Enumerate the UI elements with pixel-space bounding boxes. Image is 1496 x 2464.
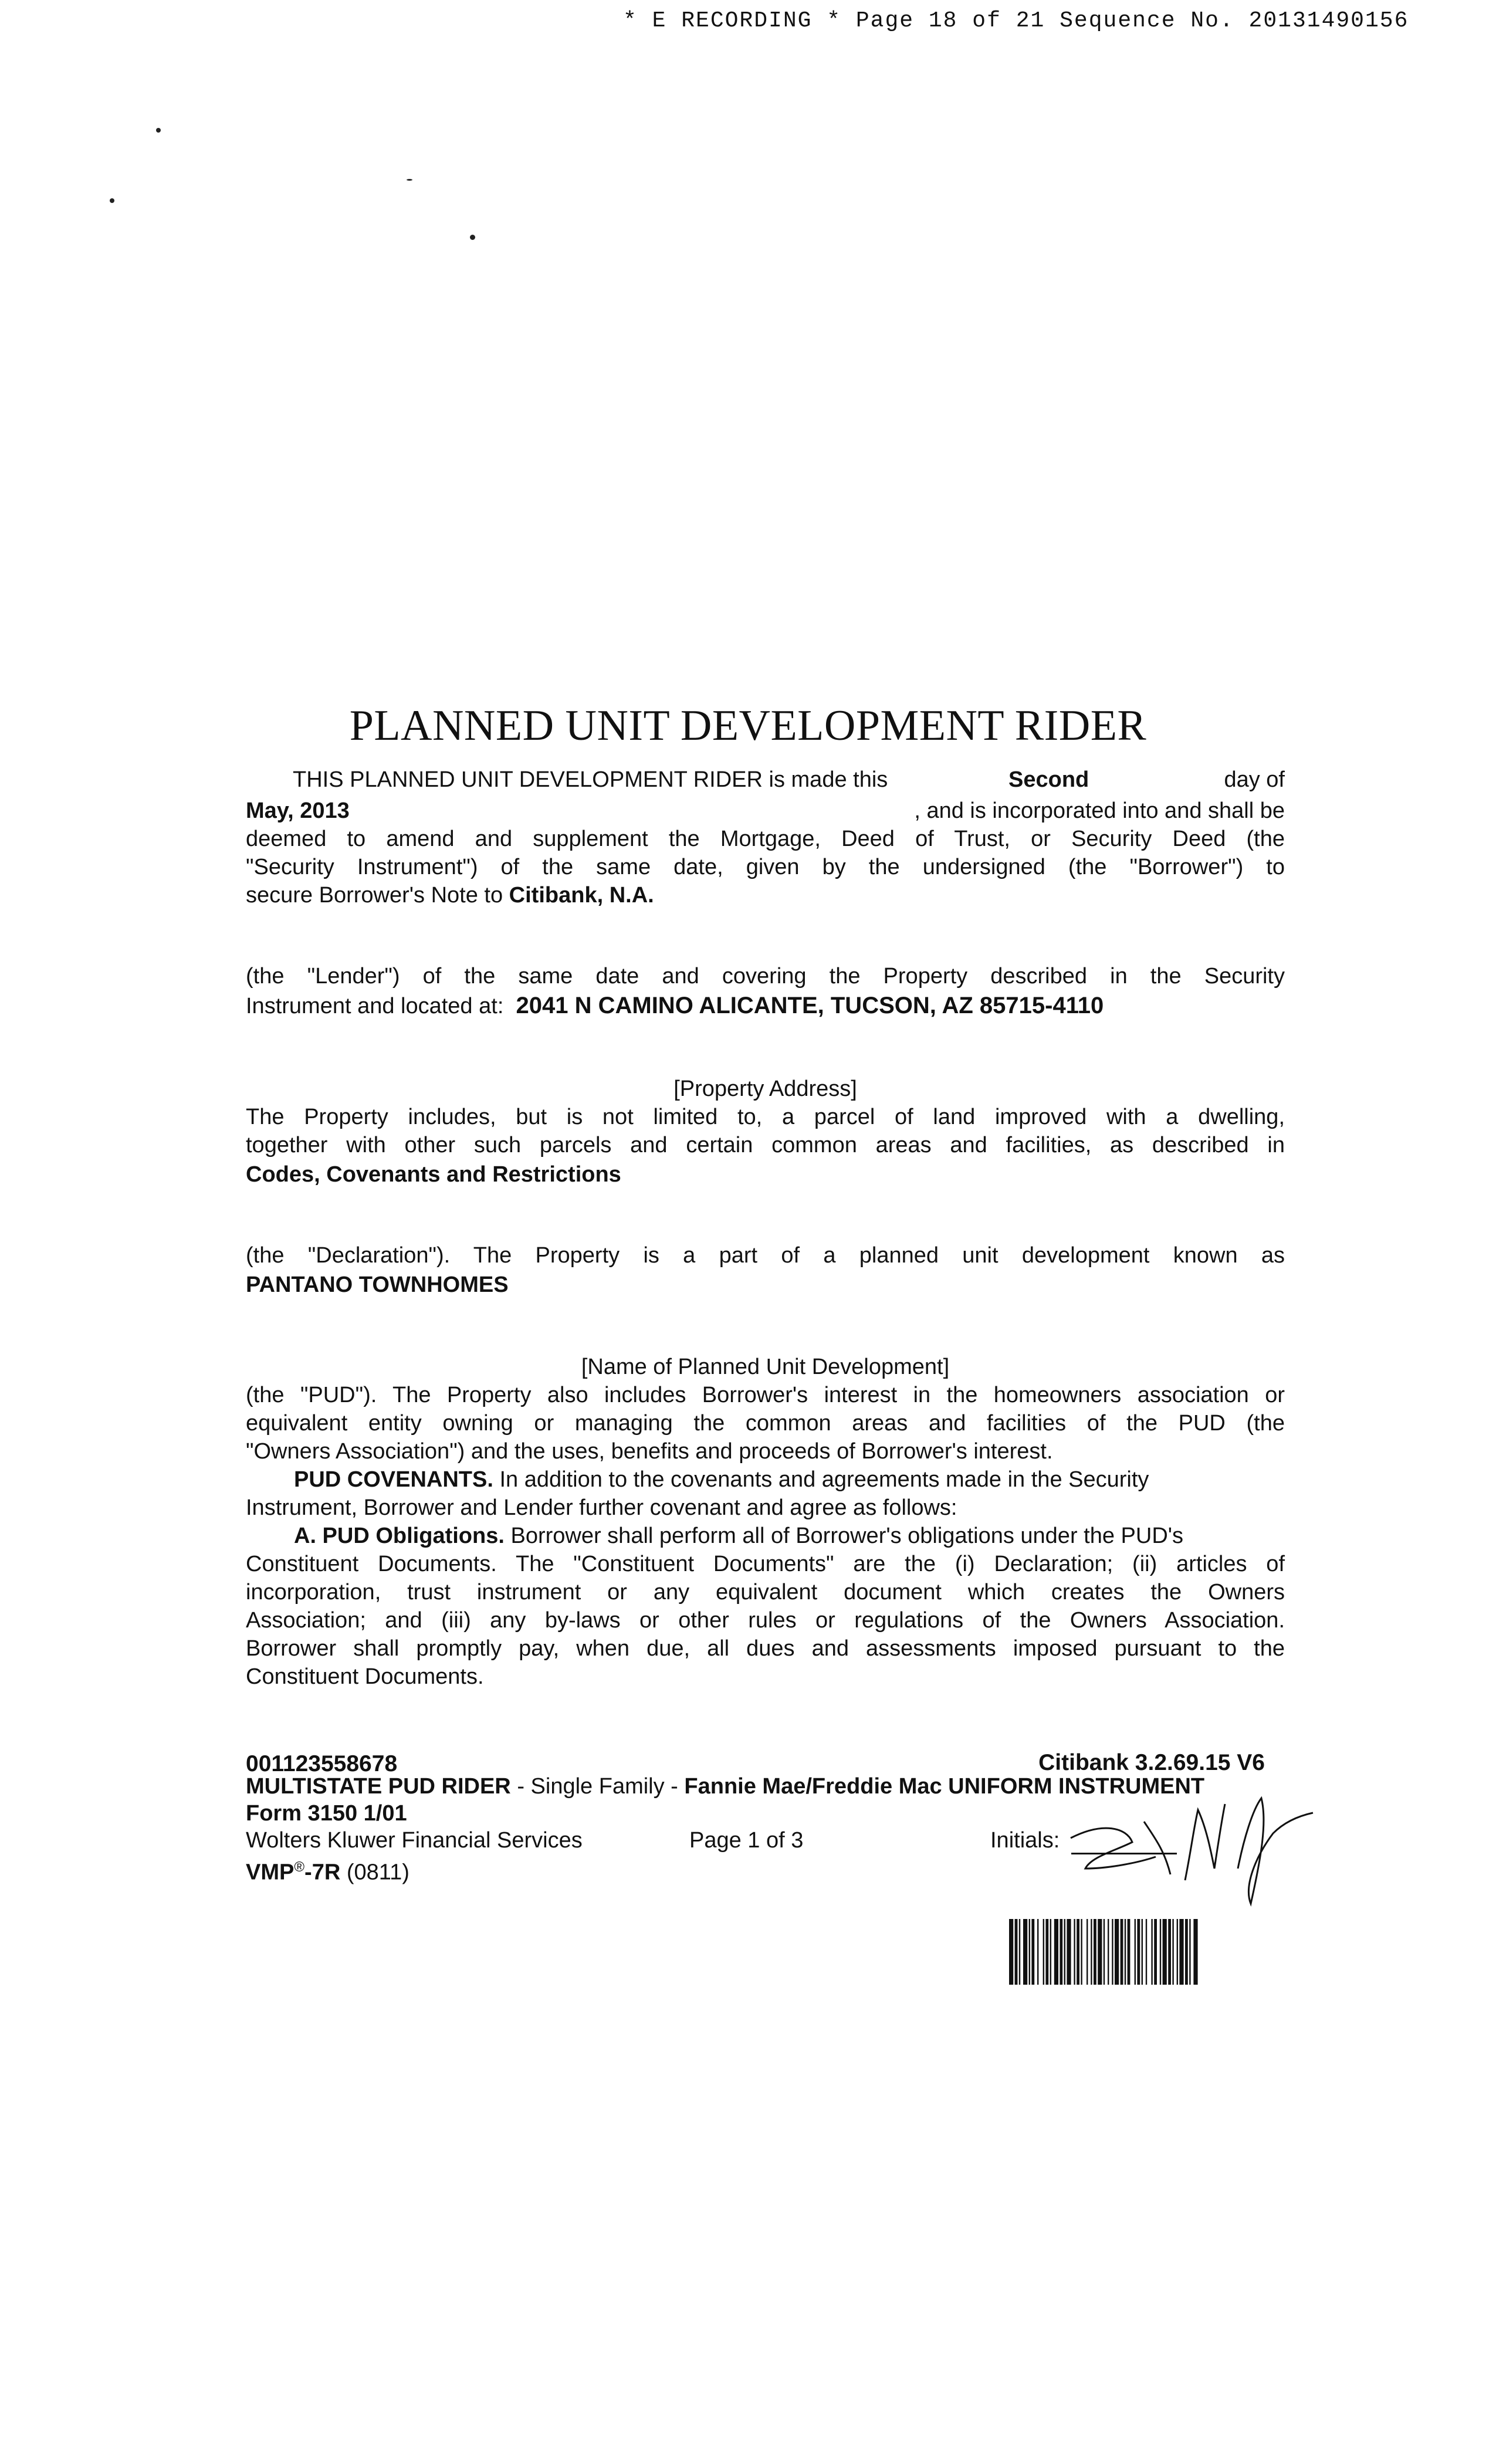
section-a-line-3: incorporation, trust instrument or any equivalent document which creates the Owners	[246, 1580, 1285, 1605]
vmp-code: -7R	[304, 1860, 341, 1885]
vmp-revision: (0811)	[346, 1860, 409, 1885]
vmp-code-line	[246, 1854, 409, 1886]
barcode-bar	[1091, 1919, 1092, 1985]
uniform-instrument-text: Fannie Mae/Freddie Mac UNIFORM INSTRUMENT	[684, 1774, 1205, 1799]
lender-line-1: (the "Lender") of the same date and covering the Property described in the Security	[246, 964, 1285, 989]
scan-speck	[470, 235, 475, 240]
intro-line-3: deemed to amend and supplement the Mortgage, Deed of Trust, or Security Deed (the	[246, 827, 1285, 851]
barcode-bar	[1168, 1919, 1171, 1985]
barcode-bar	[1151, 1919, 1152, 1985]
day-of-text: day of	[1224, 767, 1285, 792]
declaration-line-1: (the "Declaration"). The Property is a part of a planned unit development known as	[246, 1243, 1285, 1268]
barcode-bar	[1121, 1919, 1123, 1985]
registered-mark: ®	[294, 1859, 305, 1875]
form-title-line	[246, 1773, 1204, 1800]
barcode-bar	[1015, 1919, 1018, 1985]
barcode-bar	[1177, 1919, 1178, 1985]
covenants-line-2: Instrument, Borrower and Lender further covenant and agree as follows:	[246, 1495, 957, 1520]
section-a-line-5: Borrower shall promptly pay, when due, all dues and assessments imposed pursuant to the	[246, 1636, 1285, 1661]
intro-lead: THIS PLANNED UNIT DEVELOPMENT RIDER is made this	[293, 767, 888, 792]
property-address-label: [Property Address]	[673, 1077, 857, 1101]
section-a-line-1	[246, 1522, 1285, 1550]
recording-header: * E RECORDING * Page 18 of 21 Sequence No. 20131490156	[623, 8, 1409, 33]
form-version: Citibank 3.2.69.15 V6	[1038, 1750, 1265, 1775]
section-a-line-4: Association; and (iii) any by-laws or other rules or regulations of the Owners Association.	[246, 1608, 1285, 1633]
barcode-bar	[1050, 1919, 1051, 1985]
section-a-line-2: Constituent Documents. The "Constituent Documents" are the (i) Declaration; (ii) articles of	[246, 1552, 1285, 1576]
loan-number: 001123558678	[246, 1751, 398, 1776]
barcode-bar	[1160, 1919, 1161, 1985]
barcode-bar	[1185, 1919, 1188, 1985]
barcode-bar	[1104, 1919, 1105, 1985]
barcode-bar	[1054, 1919, 1058, 1985]
barcode-bar	[1087, 1919, 1088, 1985]
incorporated-text: , and is incorporated into and shall be	[914, 798, 1285, 823]
barcode-bar	[1060, 1919, 1062, 1985]
pud-line-1: (the "PUD"). The Property also includes Borrower's interest in the homeowners association or	[246, 1383, 1285, 1407]
barcode-bar	[1023, 1919, 1027, 1985]
barcode-bar	[1098, 1919, 1102, 1985]
intro-line-4: "Security Instrument") of the same date, given by the undersigned (the "Borrower") to	[246, 855, 1285, 879]
lender-name: Citibank, N.A.	[509, 883, 654, 908]
pud-name: PANTANO TOWNHOMES	[246, 1272, 509, 1297]
property-address: 2041 N CAMINO ALICANTE, TUCSON, AZ 85715-4110	[516, 993, 1104, 1018]
barcode-bar	[1189, 1919, 1190, 1985]
handwritten-initials-signature	[1068, 1786, 1314, 1910]
barcode-bar	[1074, 1919, 1075, 1985]
barcode-bar	[1135, 1919, 1136, 1985]
property-line-1: The Property includes, but is not limited to, a parcel of land improved with a dwelling,	[246, 1105, 1285, 1129]
barcode-bar	[1064, 1919, 1065, 1985]
barcode-bar	[1193, 1919, 1197, 1985]
barcode-bar	[1146, 1919, 1147, 1985]
rider-day: Second	[1008, 767, 1089, 792]
barcode-bar	[1081, 1919, 1082, 1985]
barcode-bar	[1045, 1919, 1048, 1985]
pud-line-2: equivalent entity owning or managing the common areas and facilities of the PUD (the	[246, 1411, 1285, 1436]
barcode-bar	[1142, 1919, 1143, 1985]
barcode-bar	[1067, 1919, 1071, 1985]
covenants-intro: In addition to the covenants and agreements made in the Security	[499, 1467, 1149, 1492]
barcode-bar	[1112, 1919, 1113, 1985]
barcode-bar	[1172, 1919, 1173, 1985]
publisher: Wolters Kluwer Financial Services	[246, 1828, 583, 1853]
scan-speck	[407, 179, 412, 181]
barcode-bar	[1037, 1919, 1038, 1985]
declaration-name: Codes, Covenants and Restrictions	[246, 1162, 621, 1187]
covenants-line-1	[246, 1465, 1285, 1494]
barcode-bar	[1009, 1919, 1013, 1985]
barcode-bar	[1031, 1919, 1034, 1985]
document-title: PLANNED UNIT DEVELOPMENT RIDER	[349, 702, 1147, 750]
initials-label: Initials:	[990, 1828, 1060, 1853]
document-barcode	[1009, 1919, 1282, 1985]
intro-line-5	[246, 881, 1285, 909]
lender-line-2	[246, 991, 1285, 1020]
barcode-bar	[1115, 1919, 1119, 1985]
barcode-bar	[1043, 1919, 1044, 1985]
barcode-bar	[1125, 1919, 1126, 1985]
barcode-bar	[1094, 1919, 1096, 1985]
pud-line-3: "Owners Association") and the uses, benefits and proceeds of Borrower's interest.	[246, 1439, 1053, 1464]
rider-month-year: May, 2013	[246, 798, 350, 823]
barcode-bar	[1179, 1919, 1183, 1985]
barcode-bar	[1077, 1919, 1079, 1985]
form-number: Form 3150 1/01	[246, 1801, 407, 1826]
note-prefix: secure Borrower's Note to	[246, 883, 503, 908]
pud-name-label: [Name of Planned Unit Development]	[581, 1355, 950, 1379]
section-a-intro: Borrower shall perform all of Borrower's obligations under the PUD's	[510, 1524, 1184, 1548]
property-line-2: together with other such parcels and certain common areas and facilities, as described in	[246, 1133, 1285, 1157]
barcode-bar	[1154, 1919, 1157, 1985]
section-a-line-6: Constituent Documents.	[246, 1664, 484, 1689]
vmp-prefix: VMP	[246, 1860, 295, 1885]
scan-speck	[110, 198, 114, 203]
barcode-bar	[1108, 1919, 1109, 1985]
scan-speck	[156, 128, 161, 133]
section-a-heading: A. PUD Obligations.	[294, 1524, 505, 1548]
located-at-prefix: Instrument and located at:	[246, 994, 504, 1018]
barcode-bar	[1019, 1919, 1020, 1985]
covenants-heading: PUD COVENANTS.	[294, 1467, 493, 1492]
barcode-bar	[1029, 1919, 1030, 1985]
barcode-bar	[1137, 1919, 1140, 1985]
single-family-text: - Single Family -	[517, 1774, 678, 1799]
barcode-bar	[1163, 1919, 1167, 1985]
form-title: MULTISTATE PUD RIDER	[246, 1774, 511, 1799]
page-number: Page 1 of 3	[689, 1828, 804, 1853]
barcode-bar	[1128, 1919, 1131, 1985]
